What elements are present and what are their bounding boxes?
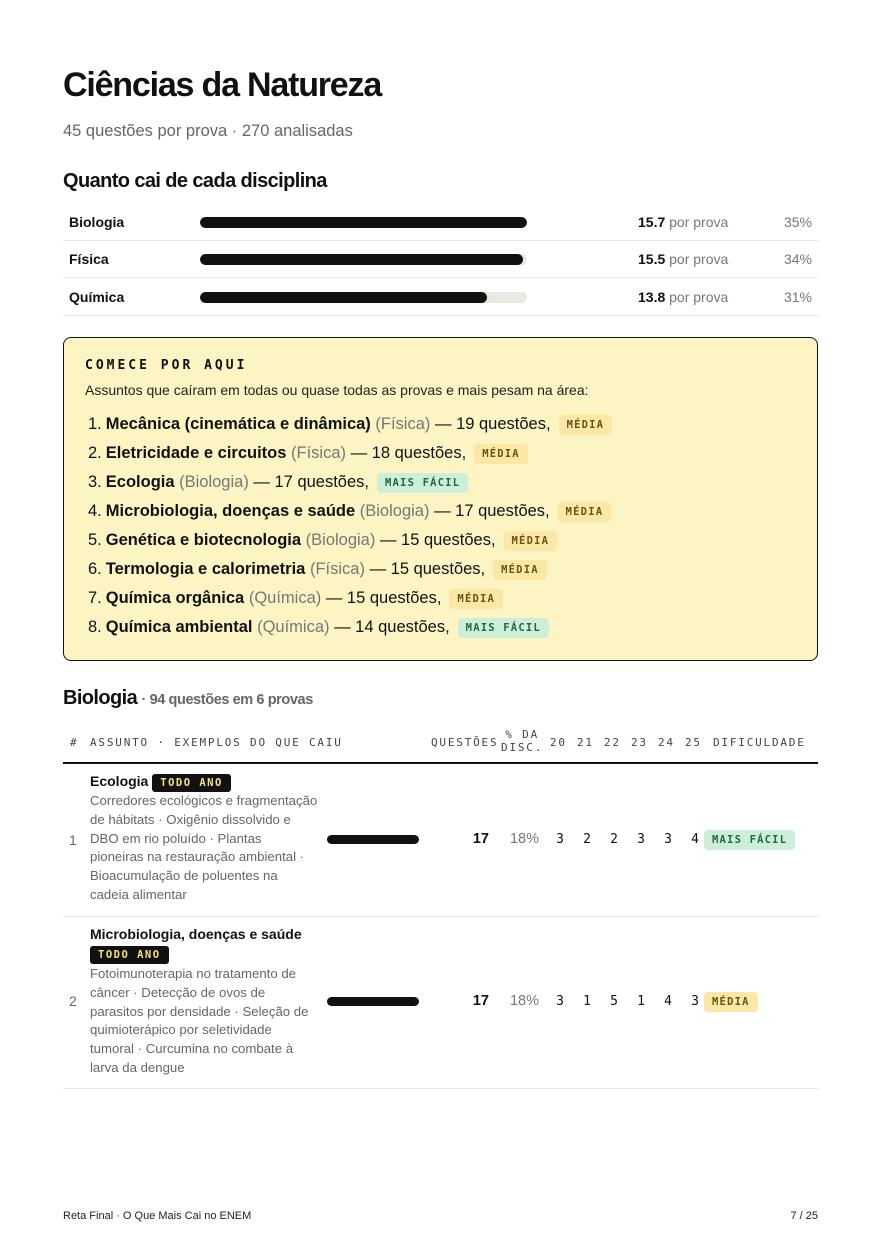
column-year-25: 25 <box>685 736 702 749</box>
difficulty-badge: MAIS FÁCIL <box>458 618 549 638</box>
row-index: 1 <box>69 832 77 848</box>
discipline-bar-track <box>200 292 527 303</box>
row-year-count: 3 <box>556 994 564 1009</box>
row-examples: Corredores ecológicos e fragmentação de hábitats · Oxigênio dissolvido e DBO em rio poluído · Plantas pioneiras na restauração ambiental · Bioacumulação de poluentes na cadeia alimentar <box>90 793 318 902</box>
row-tag <box>90 945 169 964</box>
row-bar <box>327 997 419 1006</box>
page-number: 7 / 25 <box>790 1210 818 1222</box>
discipline-bar-fill <box>200 254 523 265</box>
row-year-count: 4 <box>664 994 672 1009</box>
row-topic: Microbiologia, doenças e saúde <box>90 926 302 942</box>
discipline-row-biologia <box>63 204 818 241</box>
priority-item: 3. Ecologia (Biologia) — 17 questões, MAIS FÁCIL <box>88 468 612 497</box>
priority-item: 5. Genética e biotecnologia (Biologia) — 15 questões, MÉDIA <box>88 526 612 555</box>
row-year-count: 1 <box>637 994 645 1009</box>
discipline-name: Química <box>69 289 125 305</box>
discipline-name: Física <box>69 251 109 267</box>
difficulty-badge: MÉDIA <box>704 992 758 1012</box>
discipline-average: 15.7 por prova <box>638 214 729 230</box>
discipline-percent: 35% <box>783 214 812 230</box>
row-year-count: 3 <box>664 832 672 847</box>
row-difficulty <box>704 830 795 850</box>
row-year-count: 3 <box>556 832 564 847</box>
priority-item: 4. Microbiologia, doenças e saúde (Biologia) — 17 questões, MÉDIA <box>88 497 612 526</box>
difficulty-badge: MÉDIA <box>504 531 558 551</box>
column-year-23: 23 <box>631 736 648 749</box>
difficulty-badge: MÉDIA <box>558 502 612 522</box>
start-here-callout <box>63 337 818 661</box>
row-topic: Ecologia TODO ANO <box>90 773 231 792</box>
discipline-bar-track <box>200 217 527 228</box>
column-topic: ASSUNTO · EXEMPLOS DO QUE CAIU <box>90 736 343 749</box>
table-header <box>63 722 818 764</box>
column-year-24: 24 <box>658 736 675 749</box>
discipline-bar-track <box>200 254 527 265</box>
every-year-tag: TODO ANO <box>90 946 169 964</box>
section-heading-biologia <box>63 687 313 710</box>
row-bar <box>327 835 419 844</box>
priority-item: 6. Termologia e calorimetria (Física) — 15 questões, MÉDIA <box>88 555 612 584</box>
priority-item: 1. Mecânica (cinemática e dinâmica) (Física) — 19 questões, MÉDIA <box>88 410 612 439</box>
difficulty-badge: MAIS FÁCIL <box>377 473 468 493</box>
priority-item: 7. Química orgânica (Química) — 15 questões, MÉDIA <box>88 584 612 613</box>
column-difficulty: DIFICULDADE <box>713 736 806 749</box>
row-examples: Fotoimunoterapia no tratamento de câncer · Detecção de ovos de parasitos por densidade · Seleção de quimioterápico por seletividade tumoral · Curcumina no combate à larva da dengue <box>90 966 309 1075</box>
difficulty-badge: MÉDIA <box>449 589 503 609</box>
discipline-average: 15.5 por prova <box>638 251 729 267</box>
start-here-description: Assuntos que caíram em todas ou quase todas as provas e mais pesam na área: <box>85 382 589 398</box>
row-year-count: 5 <box>610 994 618 1009</box>
discipline-percent: 34% <box>783 251 812 267</box>
priority-item: 2. Eletricidade e circuitos (Física) — 18 questões, MÉDIA <box>88 439 612 468</box>
difficulty-badge: MÉDIA <box>474 444 528 464</box>
column-year-22: 22 <box>604 736 621 749</box>
row-year-count: 2 <box>610 832 618 847</box>
difficulty-badge: MÉDIA <box>493 560 547 580</box>
column-questions: QUESTÕES <box>431 736 499 749</box>
row-year-count: 4 <box>691 832 699 847</box>
column-year-21: 21 <box>577 736 594 749</box>
footer-title: Reta Final · O Que Mais Cai no ENEM <box>63 1210 252 1222</box>
row-percent: 18% <box>509 831 539 847</box>
column-year-20: 20 <box>550 736 567 749</box>
column-index: # <box>70 736 79 749</box>
discipline-percent: 31% <box>783 289 812 305</box>
discipline-name: Biologia <box>69 214 125 230</box>
discipline-row-quimica <box>63 279 818 316</box>
discipline-row-fisica <box>63 241 818 278</box>
start-here-kicker: COMECE POR AQUI <box>85 358 248 373</box>
column-percent: % DA DISC. <box>501 728 544 754</box>
page-subtitle: 45 questões por prova · 270 analisadas <box>63 122 353 140</box>
row-difficulty <box>704 992 758 1012</box>
row-index: 2 <box>69 993 77 1009</box>
difficulty-badge: MÉDIA <box>559 415 613 435</box>
priority-item: 8. Química ambiental (Química) — 14 questões, MAIS FÁCIL <box>88 613 612 642</box>
row-year-count: 3 <box>637 832 645 847</box>
distribution-heading: Quanto cai de cada disciplina <box>63 170 327 192</box>
row-year-count: 3 <box>691 994 699 1009</box>
row-questions: 17 <box>472 831 489 847</box>
page-title: Ciências da Natureza <box>63 66 382 104</box>
table-row <box>63 764 818 917</box>
table-row <box>63 917 818 1089</box>
row-year-count: 1 <box>583 994 591 1009</box>
page <box>63 0 818 1245</box>
priority-list <box>88 410 612 642</box>
row-year-count: 2 <box>583 832 591 847</box>
discipline-average: 13.8 por prova <box>638 289 729 305</box>
section-title: Biologia <box>63 687 138 709</box>
discipline-bar-fill <box>200 292 487 303</box>
difficulty-badge: MAIS FÁCIL <box>704 830 795 850</box>
row-questions: 17 <box>472 993 489 1009</box>
every-year-tag: TODO ANO <box>152 774 231 792</box>
row-percent: 18% <box>509 993 539 1009</box>
discipline-bar-fill <box>200 217 527 228</box>
section-meta: · 94 questões em 6 provas <box>141 692 313 708</box>
